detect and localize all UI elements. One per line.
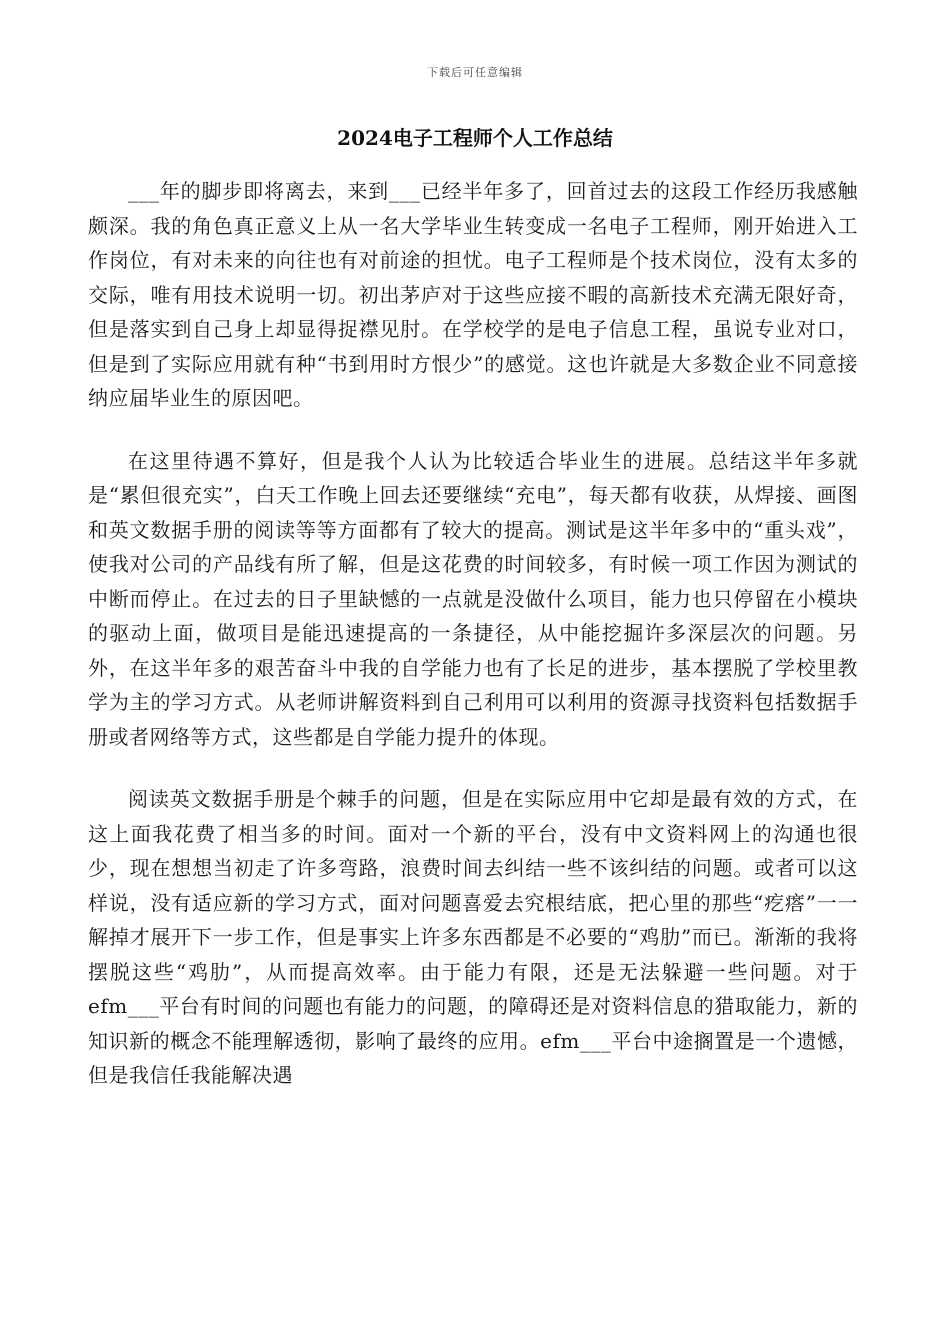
- document-body: [88, 174, 858, 1093]
- paragraph-2: 在这里待遇不算好，但是我个人认为比较适合毕业生的进展。总结这半年多就是“累但很充实”，白天工作晚上回去还要继续“充电”，每天都有收获，从焊接、画图和英文数据手册的阅读等等方面都有了较大的提高。测试是这半年多中的“重头戏”，使我对公司的产品线有所了解，但是这花费的时间较多，有时候一项工作因为测试的中断而停止。在过去的日子里缺憾的一点就是没做什么项目，能力也只停留在小模块的驱动上面，做项目是能迅速提高的一条捷径，从中能挖掘许多深层次的问题。另外，在这半年多的艰苦奋斗中我的自学能力也有了长足的进步，基本摆脱了学校里教学为主的学习方式。从老师讲解资料到自己利用可以利用的资源寻找资料包括数据手册或者网络等方式，这些都是自学能力提升的体现。: [88, 448, 858, 749]
- document-title: 2024电子工程师个人工作总结: [337, 126, 613, 150]
- header-note: 下载后可任意编辑: [427, 66, 523, 79]
- paragraph-1: ___年的脚步即将离去，来到___已经半年多了，回首过去的这段工作经历我感触颇深。我的角色真正意义上从一名大学毕业生转变成一名电子工程师，刚开始进入工作岗位，有对未来的向往也有对前途的担忧。电子工程师是个技术岗位，没有太多的交际，唯有用技术说明一切。初出茅庐对于这些应接不暇的高新技术充满无限好奇，但是落实到自己身上却显得捉襟见肘。在学校学的是电子信息工程，虽说专业对口，但是到了实际应用就有种“书到用时方恨少”的感觉。这也许就是大多数企业不同意接纳应届毕业生的原因吧。: [88, 179, 858, 410]
- paragraph-3: 阅读英文数据手册是个棘手的问题，但是在实际应用中它却是最有效的方式，在这上面我花费了相当多的时间。面对一个新的平台，没有中文资料网上的沟通也很少，现在想想当初走了许多弯路，浪费时间去纠结一些不该纠结的问题。或者可以这样说，没有适应新的学习方式，面对问题喜爱去究根结底，把心里的那些“疙瘩”一一解掉才展开下一步工作，但是事实上许多东西都是不必要的“鸡肋”而已。渐渐的我将摆脱这些“鸡肋”，从而提高效率。由于能力有限，还是无法躲避一些问题。对于efm___平台有时间的问题也有能力的问题，的障碍还是对资料信息的猎取能力，新的知识新的概念不能理解透彻，影响了最终的应用。efm___平台中途搁置是一个遗憾，但是我信任我能解决遇: [88, 787, 858, 1087]
